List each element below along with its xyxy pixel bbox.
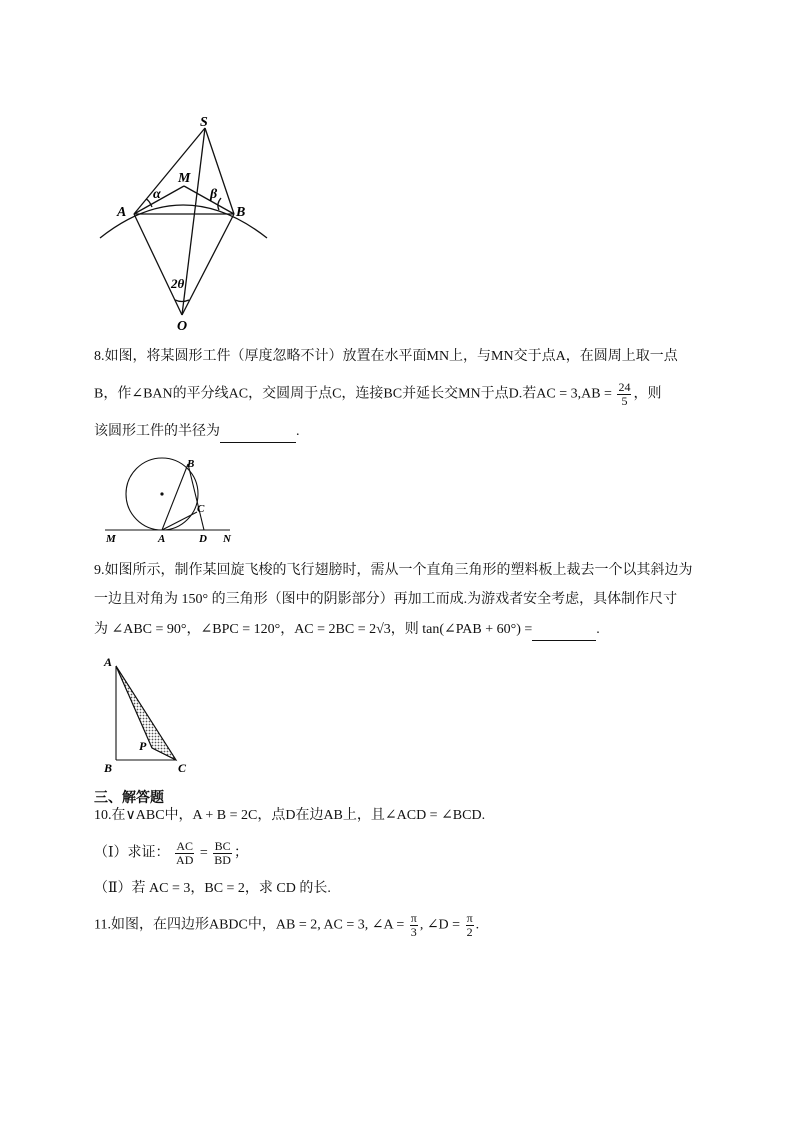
q8-line2: B，作∠BAN的平分线AC，交圆周于点C，连接BC并延长交MN于点D.若AC = 3,AB = $\frac{24}{5}$ ，则	[94, 380, 662, 408]
fig9-label-B: B	[104, 761, 113, 775]
fig8-label-D: D	[199, 533, 207, 545]
section-heading: 三、解答题	[94, 790, 164, 806]
q9-line3: 为 ∠ABC = 90°，∠BPC = 120°，AC = 2BC = 2√3，则 tan(∠PAB + 60°) = .	[94, 620, 600, 641]
q11-fraction-2: $\frac{\pi}{2}$	[466, 911, 473, 939]
q8-line3: 该圆形工件的半径为 .	[94, 422, 300, 443]
fig9-label-A: A	[104, 655, 113, 669]
q9-line2: 一边且对角为 150° 的三角形（图中的阴影部分）再加工而成.为游戏者安全考虑，具体制作尺寸	[94, 592, 678, 607]
label-S: S	[200, 115, 208, 130]
q8-fraction: $\frac{24}{5}$	[618, 380, 631, 408]
q11-line: 11.如图，在四边形ABDC中，AB = 2, AC = 3, ∠A = $\frac{\pi}{3}$ , ∠D = $\frac{\pi}{2}$ .	[94, 911, 480, 939]
label-A: A	[117, 205, 127, 220]
q10-line1: 10.在∨ABC中，A + B = 2C，点D在边AB上，且∠ACD = ∠BCD.	[94, 808, 486, 823]
label-M: M	[178, 171, 191, 186]
q10-part2: （Ⅱ）若 AC = 3，BC = 2，求 CD 的长.	[94, 881, 331, 896]
label-beta: β	[210, 187, 218, 202]
figure-7	[95, 110, 275, 335]
q11-fraction-1: $\frac{\pi}{3}$	[410, 911, 417, 939]
fig9-label-P: P	[139, 739, 147, 753]
label-B: B	[236, 205, 246, 220]
q9-line1: 9.如图所示，制作某回旋飞梭的飞行翅膀时，需从一个直角三角形的塑料板上裁去一个以其斜边为	[94, 563, 693, 578]
fig8-label-N: N	[223, 533, 231, 545]
fig8-label-B: B	[187, 458, 195, 470]
fig8-label-C: C	[197, 503, 205, 515]
fig8-label-M: M	[106, 533, 116, 545]
answer-blank-q9	[532, 620, 596, 641]
fig8-label-A: A	[158, 533, 166, 545]
q10-fraction-2: $\frac{BC}{BD}$	[214, 839, 231, 867]
figure-8	[100, 452, 240, 544]
q8-line1: 8.如图，将某圆形工件（厚度忽略不计）放置在水平面MN上，与MN交于点A，在圆周上取一点	[94, 349, 678, 364]
q10-fraction-1: $\frac{AC}{AD}$	[176, 839, 194, 867]
label-theta: 2θ	[171, 276, 185, 291]
fig9-label-C: C	[178, 761, 187, 775]
answer-blank-q8	[220, 422, 296, 443]
label-O: O	[177, 319, 188, 334]
label-alpha: α	[153, 187, 161, 202]
figure-9	[100, 654, 200, 778]
q10-part1: （Ⅰ）求证： $\frac{AC}{AD}$ = $\frac{BC}{BD}$ ；	[94, 839, 248, 867]
